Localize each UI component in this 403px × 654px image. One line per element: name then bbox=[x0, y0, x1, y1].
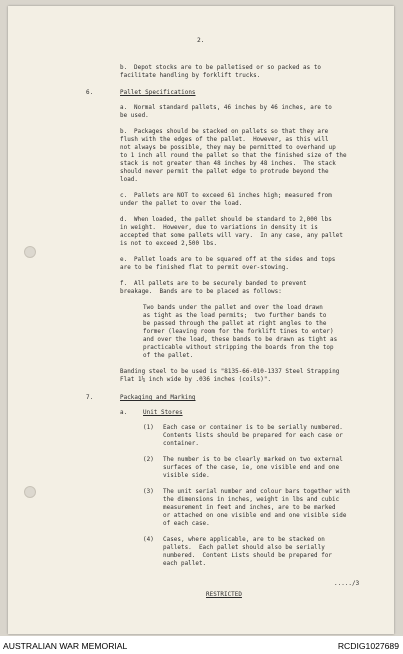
text-line: numbered. Content Lists should be prepared for bbox=[163, 553, 333, 559]
para-label: f. bbox=[120, 281, 128, 287]
text-line: load. bbox=[120, 177, 138, 183]
text-line: All pallets are to be securely banded to prevent bbox=[134, 281, 307, 287]
text-line: Each case or container is to be serially numbered. bbox=[163, 425, 343, 431]
punch-hole bbox=[24, 486, 36, 498]
archive-reference: RCDIG1027689 bbox=[337, 641, 399, 651]
document-page bbox=[8, 6, 394, 634]
text-line: to 1 inch all round the pallet so that the finished size of the bbox=[120, 153, 347, 159]
subsection-label: a. bbox=[120, 410, 128, 416]
text-line: are to be finished flat to permit over-stowing. bbox=[120, 265, 290, 271]
text-line: surfaces of the case, ie, one visible end and one bbox=[163, 465, 340, 471]
text-line: be used. bbox=[120, 113, 149, 119]
text-line: accepted that some pallets will vary. In any case, any pallet bbox=[120, 233, 343, 239]
page-number: 2. bbox=[197, 37, 205, 44]
para-label: a. bbox=[120, 105, 128, 111]
text-line: The number is to be clearly marked on two external bbox=[163, 457, 343, 463]
text-line: Flat 1¼ inch wide by .036 inches (coils)". bbox=[120, 377, 272, 383]
text-line: facilitate handling by forklift trucks. bbox=[120, 73, 261, 79]
item-label: (1) bbox=[143, 425, 154, 431]
text-line: Pallet loads are to be squared off at the sides and tops bbox=[134, 257, 336, 263]
text-line: each pallet. bbox=[163, 561, 207, 567]
section-number: 7. bbox=[86, 395, 94, 401]
text-line: under the pallet to over the load. bbox=[120, 201, 243, 207]
section-heading: Packaging and Marking bbox=[120, 395, 196, 401]
section-heading: Pallet Specifications bbox=[120, 90, 196, 96]
text-line: Two bands under the pallet and over the load drawn bbox=[143, 305, 323, 311]
continuation-marker: ...../3 bbox=[334, 581, 360, 587]
text-line: or attached on one visible end and one visible side bbox=[163, 513, 347, 519]
text-line: container. bbox=[163, 441, 199, 447]
text-line: flush with the edges of the pallet. However, as this will bbox=[120, 137, 329, 143]
text-line: and over the load, these bands to be drawn as tight as bbox=[143, 337, 338, 343]
para-label: b. bbox=[120, 65, 128, 71]
text-line: measurement in feet and inches, are to be marked bbox=[163, 505, 336, 511]
classification-marking: RESTRICTED bbox=[206, 592, 242, 598]
subsection-heading: Unit Stores bbox=[143, 410, 183, 416]
punch-hole bbox=[24, 246, 36, 258]
para-label: d. bbox=[120, 217, 128, 223]
text-line: pallets. Each pallet should also be serially bbox=[163, 545, 325, 551]
text-line: Banding steel to be used is "8135-66-010-1337 Steel Strapping bbox=[120, 369, 340, 375]
text-line: as tight as the load permits; two further bands to bbox=[143, 313, 327, 319]
text-line: stack is not greater than 48 inches by 48 inches. The stack bbox=[120, 161, 336, 167]
item-label: (4) bbox=[143, 537, 154, 543]
text-line: the dimensions in inches, weight in lbs and cubic bbox=[163, 497, 340, 503]
text-line: former (leaving room for the forklift tines to enter) bbox=[143, 329, 334, 335]
text-line: is not to exceed 2,500 lbs. bbox=[120, 241, 218, 247]
section-number: 6. bbox=[86, 90, 94, 96]
para-label: c. bbox=[120, 193, 128, 199]
text-line: of the pallet. bbox=[143, 353, 194, 359]
text-line: be passed through the pallet at right angles to the bbox=[143, 321, 327, 327]
para-label: b. bbox=[120, 129, 128, 135]
item-label: (2) bbox=[143, 457, 154, 463]
para-label: e. bbox=[120, 257, 128, 263]
text-line: Packages should be stacked on pallets so that they are bbox=[134, 129, 329, 135]
archive-name: AUSTRALIAN WAR MEMORIAL bbox=[3, 641, 128, 651]
text-line: of each case. bbox=[163, 521, 210, 527]
archive-footer bbox=[0, 636, 403, 654]
text-line: When loaded, the pallet should be standard to 2,000 lbs bbox=[134, 217, 332, 223]
text-line: Normal standard pallets, 46 inches by 46 inches, are to bbox=[134, 105, 332, 111]
item-label: (3) bbox=[143, 489, 154, 495]
text-line: visible side. bbox=[163, 473, 210, 479]
text-line: practicable without stripping the boards from the top bbox=[143, 345, 334, 351]
text-line: The unit serial number and colour bars together with bbox=[163, 489, 351, 495]
text-line: Depot stocks are to be palletised or so packed as to bbox=[134, 65, 322, 71]
text-line: Cases, where applicable, are to be stacked on bbox=[163, 537, 325, 543]
text-line: should never permit the pallet edge to protrude beyond the bbox=[120, 169, 329, 175]
text-line: in weight. However, due to variations in density it is bbox=[120, 225, 318, 231]
text-line: not always be possible, they may be permitted to overhand up bbox=[120, 145, 336, 151]
text-line: Contents lists should be prepared for each case or bbox=[163, 433, 343, 439]
text-line: breakage. Bands are to be placed as follows: bbox=[120, 289, 282, 295]
text-line: Pallets are NOT to exceed 61 inches high; measured from bbox=[134, 193, 332, 199]
